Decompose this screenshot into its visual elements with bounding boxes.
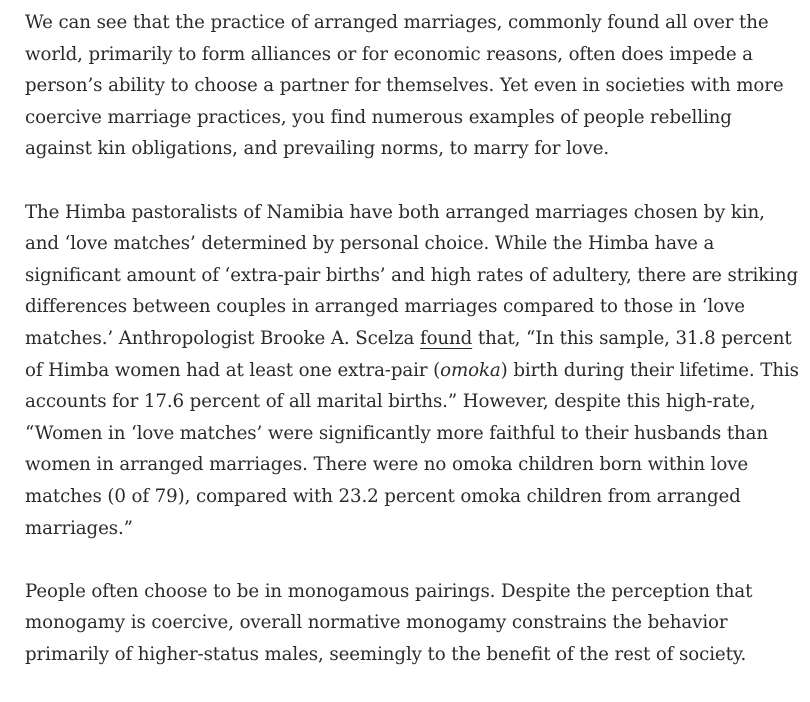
text-line: marriages.” <box>25 517 133 539</box>
paragraph-monogamy <box>25 576 810 671</box>
text-segment: that, “In this sample, 31.8 percent <box>472 327 792 349</box>
text-line: accounts for 17.6 percent of all marital births.” However, despite this high-rate, <box>25 391 756 413</box>
text-line: world, primarily to form alliances or for economic reasons, often does impede a <box>25 43 753 65</box>
text-line: We can see that the practice of arranged marriages, commonly found all over the <box>25 12 769 33</box>
text-line: coercive marriage practices, you find numerous examples of people rebelling <box>25 106 732 128</box>
text-line: women in arranged marriages. There were no omoka children born within love <box>25 454 749 476</box>
text-line <box>25 355 810 387</box>
text-line: The Himba pastoralists of Namibia have both arranged marriages chosen by kin, <box>25 201 765 223</box>
found-link[interactable]: found <box>419 327 473 349</box>
text-line: “Women in ‘love matches’ were significantly more faithful to their husbands than <box>25 422 769 444</box>
article-body <box>25 7 810 702</box>
text-line <box>25 323 810 355</box>
text-line: monogamy is coercive, overall normative monogamy constrains the behavior <box>25 612 728 634</box>
text-segment: of Himba women had at least one extra-pair ( <box>25 359 441 381</box>
text-line: and ‘love matches’ determined by personal choice. While the Himba have a <box>25 233 715 255</box>
text-line: significant amount of ‘extra-pair births’ and high rates of adultery, there are striking <box>25 264 799 286</box>
paragraph-himba <box>25 197 810 545</box>
text-line: against kin obligations, and prevailing norms, to marry for love. <box>25 138 610 160</box>
text-line: People often choose to be in monogamous pairings. Despite the perception that <box>25 580 753 602</box>
omoka-italic: omoka <box>440 359 501 381</box>
text-line: person’s ability to choose a partner for themselves. Yet even in societies with more <box>25 75 784 97</box>
text-line: differences between couples in arranged marriages compared to those in ‘love <box>25 296 745 318</box>
text-segment: matches.’ Anthropologist Brooke A. Scelza <box>25 327 420 349</box>
text-segment: ) birth during their lifetime. This <box>500 359 799 381</box>
text-line: matches (0 of 79), compared with 23.2 percent omoka children from arranged <box>25 485 741 507</box>
paragraph-arranged-marriages <box>25 7 810 165</box>
text-line: primarily of higher-status males, seemingly to the benefit of the rest of society. <box>25 643 747 665</box>
